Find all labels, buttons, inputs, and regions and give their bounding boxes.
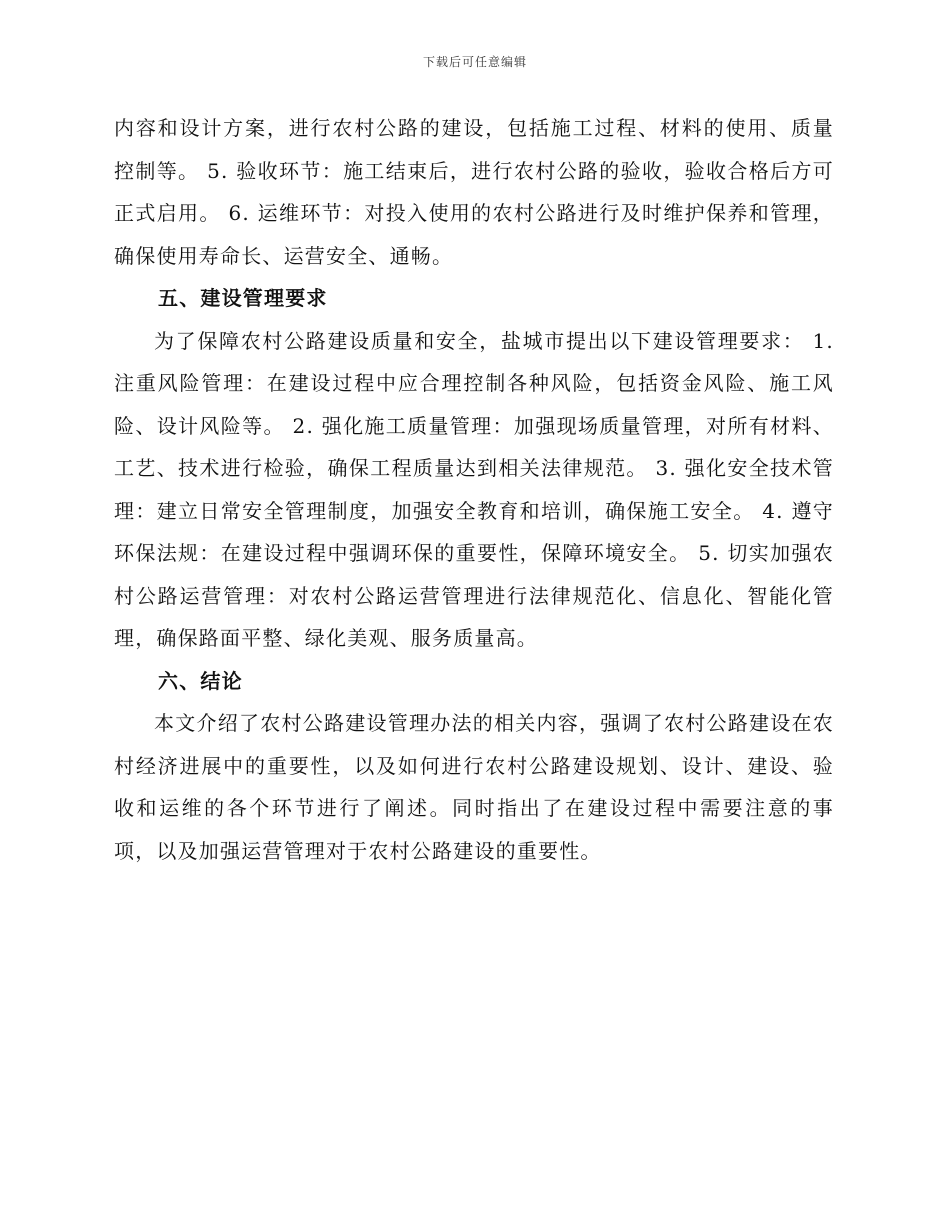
paragraph-construction-management: 为了保障农村公路建设质量和安全，盐城市提出以下建设管理要求： 1. 注重风险管理：在建设过程中应合理控制各种风险，包括资金风险、施工风险、设计风险等。 2. 强化施工质量管理：加强现场质量管理，对所有材料、工艺、技术进行检验，确保工程质量达到相关法律规范。 3. 强化安全技术管理：建立日常安全管理制度，加强安全教育和培训，确保施工安全。 4. 遵守环保法规：在建设过程中强调环保的重要性，保障环境安全。 5. 切实加强农村公路运营管理：对农村公路运营管理进行法律规范化、信息化、智能化管理，确保路面平整、绿化美观、服务质量高。 [114,328,834,650]
paragraph-intro-continuation: 内容和设计方案，进行农村公路的建设，包括施工过程、材料的使用、质量控制等。 5. 验收环节：施工结束后，进行农村公路的验收，验收合格后方可正式启用。 6. 运维环节：对投入使用的农村公路进行及时维护保养和管理，确保使用寿命长、运营安全、通畅。 [114,116,834,268]
section-heading-construction-management: 五、建设管理要求 [158,286,328,310]
section-heading-conclusion: 六、结论 [158,668,243,693]
document-body [114,107,834,872]
paragraph-conclusion: 本文介绍了农村公路建设管理办法的相关内容，强调了农村公路建设在农村经济进展中的重要性，以及如何进行农村公路建设规划、设计、建设、验收和运维的各个环节进行了阐述。同时指出了在建设过程中需要注意的事项，以及加强运营管理对于农村公路建设的重要性。 [114,711,834,863]
page-header: 下载后可任意编辑 [422,55,527,69]
